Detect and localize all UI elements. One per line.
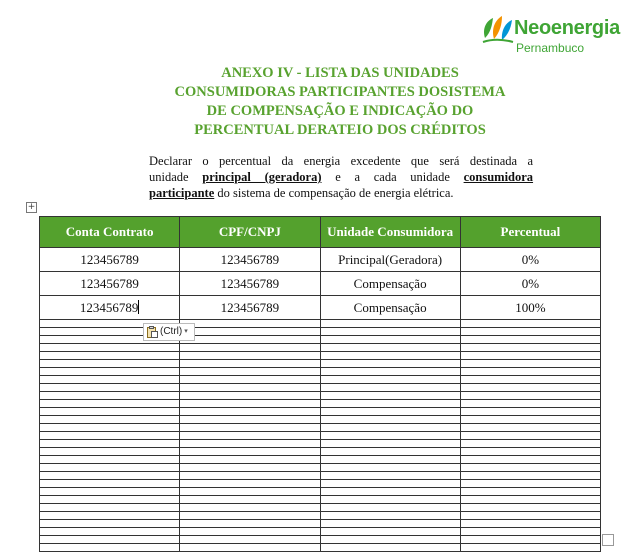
header-unidade-consumidora: Unidade Consumidora bbox=[320, 217, 460, 248]
empty-table-row bbox=[40, 424, 601, 432]
empty-table-row bbox=[40, 416, 601, 424]
table-row bbox=[40, 272, 601, 296]
empty-table-cell[interactable] bbox=[320, 464, 460, 472]
table-cell[interactable]: Compensação bbox=[320, 272, 460, 296]
empty-table-cell[interactable] bbox=[40, 448, 180, 456]
intro-emphasis-principal: principal (geradora) bbox=[202, 170, 322, 184]
empty-table-cell[interactable] bbox=[40, 384, 180, 392]
table-cell[interactable]: 0% bbox=[460, 248, 600, 272]
empty-table-cell[interactable] bbox=[180, 512, 320, 520]
empty-table-cell[interactable] bbox=[40, 416, 180, 424]
empty-table-cell[interactable] bbox=[460, 472, 600, 480]
intro-emphasis-participante: participante bbox=[149, 186, 215, 200]
empty-table-cell[interactable] bbox=[460, 344, 600, 352]
table-cell[interactable]: 100% bbox=[460, 296, 600, 320]
empty-table-row bbox=[40, 352, 601, 360]
empty-table-cell[interactable] bbox=[320, 424, 460, 432]
empty-table-row bbox=[40, 384, 601, 392]
dropdown-arrow-icon: ▾ bbox=[184, 328, 188, 335]
table-cell[interactable]: 123456789 bbox=[180, 296, 320, 320]
empty-table-cell[interactable] bbox=[40, 424, 180, 432]
text-cursor bbox=[138, 300, 139, 314]
empty-table-cell[interactable] bbox=[40, 464, 180, 472]
empty-table-cell[interactable] bbox=[180, 328, 320, 336]
empty-table-cell[interactable] bbox=[40, 496, 180, 504]
empty-table-row bbox=[40, 328, 601, 336]
header-cpf-cnpj: CPF/CNPJ bbox=[180, 217, 320, 248]
empty-table-cell[interactable] bbox=[320, 336, 460, 344]
empty-table-row bbox=[40, 400, 601, 408]
empty-table-cell[interactable] bbox=[460, 528, 600, 536]
empty-table-cell[interactable] bbox=[180, 352, 320, 360]
table-row bbox=[40, 248, 601, 272]
header-conta-contrato: Conta Contrato bbox=[40, 217, 180, 248]
intro-emphasis-consumidora: consumidora bbox=[463, 170, 534, 184]
table-move-handle[interactable]: + bbox=[27, 202, 36, 212]
empty-table-cell[interactable] bbox=[460, 320, 600, 328]
empty-table-row bbox=[40, 344, 601, 352]
empty-table-cell[interactable] bbox=[460, 544, 600, 552]
empty-table-cell[interactable] bbox=[320, 368, 460, 376]
empty-table-row bbox=[40, 528, 601, 536]
empty-table-cell[interactable] bbox=[180, 448, 320, 456]
empty-table-cell[interactable] bbox=[320, 408, 460, 416]
empty-table-cell[interactable] bbox=[180, 344, 320, 352]
intro-text: e a cada unidade bbox=[335, 170, 450, 184]
empty-table-cell[interactable] bbox=[40, 488, 180, 496]
empty-table-cell[interactable] bbox=[180, 496, 320, 504]
empty-table-cell[interactable] bbox=[180, 392, 320, 400]
empty-table-cell[interactable] bbox=[320, 488, 460, 496]
empty-table-cell[interactable] bbox=[460, 376, 600, 384]
table-cell[interactable]: 123456789 bbox=[40, 248, 180, 272]
header-percentual: Percentual bbox=[460, 217, 600, 248]
empty-table-cell[interactable] bbox=[40, 504, 180, 512]
empty-table-cell[interactable] bbox=[320, 360, 460, 368]
empty-table-row bbox=[40, 448, 601, 456]
document-title bbox=[140, 64, 540, 140]
empty-table-cell[interactable] bbox=[460, 440, 600, 448]
empty-table-cell[interactable] bbox=[40, 392, 180, 400]
empty-table-cell[interactable] bbox=[320, 400, 460, 408]
table-cell[interactable]: 123456789 bbox=[180, 248, 320, 272]
empty-table-row bbox=[40, 440, 601, 448]
empty-table-row bbox=[40, 392, 601, 400]
empty-table-cell[interactable] bbox=[320, 392, 460, 400]
empty-table-cell[interactable] bbox=[180, 480, 320, 488]
empty-table-cell[interactable] bbox=[320, 328, 460, 336]
logo-name: Neoenergia bbox=[514, 17, 620, 39]
empty-table-cell[interactable] bbox=[180, 520, 320, 528]
empty-table-cell[interactable] bbox=[460, 448, 600, 456]
empty-table-row bbox=[40, 408, 601, 416]
empty-table-cell[interactable] bbox=[180, 320, 320, 328]
intro-text: do sistema de compensação de energia elétrica. bbox=[217, 186, 454, 200]
empty-table-cell[interactable] bbox=[320, 536, 460, 544]
empty-table-row bbox=[40, 544, 601, 552]
empty-table-cell[interactable] bbox=[460, 424, 600, 432]
empty-table-cell[interactable] bbox=[320, 448, 460, 456]
units-table bbox=[39, 216, 601, 552]
neoenergia-logo bbox=[480, 12, 620, 56]
empty-table-cell[interactable] bbox=[460, 480, 600, 488]
title-line: ANEXO IV - LISTA DAS UNIDADES bbox=[221, 65, 459, 81]
empty-table-cell[interactable] bbox=[320, 472, 460, 480]
empty-table-cell[interactable] bbox=[180, 464, 320, 472]
empty-table-cell[interactable] bbox=[40, 400, 180, 408]
empty-table-cell[interactable] bbox=[460, 496, 600, 504]
empty-table-cell[interactable] bbox=[180, 528, 320, 536]
empty-table-row bbox=[40, 320, 601, 328]
empty-table-cell[interactable] bbox=[180, 360, 320, 368]
empty-table-cell[interactable] bbox=[40, 440, 180, 448]
empty-table-cell[interactable] bbox=[460, 464, 600, 472]
empty-table-cell[interactable] bbox=[320, 376, 460, 384]
leaf-logo-icon bbox=[480, 14, 514, 44]
empty-table-cell[interactable] bbox=[180, 432, 320, 440]
empty-table-cell[interactable] bbox=[40, 512, 180, 520]
empty-table-cell[interactable] bbox=[40, 376, 180, 384]
empty-table-cell[interactable] bbox=[460, 360, 600, 368]
empty-table-cell[interactable] bbox=[320, 344, 460, 352]
empty-table-cell[interactable] bbox=[320, 504, 460, 512]
empty-table-cell[interactable] bbox=[460, 352, 600, 360]
intro-line-2 bbox=[149, 169, 533, 185]
intro-line-3 bbox=[149, 185, 533, 201]
empty-table-cell[interactable] bbox=[180, 488, 320, 496]
empty-table-cell[interactable] bbox=[40, 456, 180, 464]
empty-table-cell[interactable] bbox=[320, 432, 460, 440]
table-cell[interactable]: 123456789 bbox=[180, 272, 320, 296]
empty-table-cell[interactable] bbox=[460, 520, 600, 528]
empty-table-cell[interactable] bbox=[460, 512, 600, 520]
empty-table-cell[interactable] bbox=[40, 520, 180, 528]
empty-table-cell[interactable] bbox=[320, 456, 460, 464]
empty-table-cell[interactable] bbox=[460, 488, 600, 496]
empty-table-row bbox=[40, 360, 601, 368]
empty-table-cell[interactable] bbox=[180, 376, 320, 384]
empty-table-cell[interactable] bbox=[40, 544, 180, 552]
empty-table-cell[interactable] bbox=[180, 544, 320, 552]
empty-table-row bbox=[40, 536, 601, 544]
table-resize-handle[interactable] bbox=[602, 534, 614, 546]
empty-table-row bbox=[40, 376, 601, 384]
table-cell[interactable]: Principal(Geradora) bbox=[320, 248, 460, 272]
empty-table-row bbox=[40, 496, 601, 504]
empty-table-row bbox=[40, 520, 601, 528]
empty-table-cell[interactable] bbox=[460, 408, 600, 416]
empty-table-cell[interactable] bbox=[320, 496, 460, 504]
empty-table-cell[interactable] bbox=[40, 480, 180, 488]
table-row bbox=[40, 296, 601, 320]
paste-options-label: (Ctrl) bbox=[160, 326, 183, 337]
empty-table-row bbox=[40, 432, 601, 440]
empty-table-cell[interactable] bbox=[320, 416, 460, 424]
empty-table-cell[interactable] bbox=[40, 408, 180, 416]
empty-table-cell[interactable] bbox=[180, 336, 320, 344]
empty-table-cell[interactable] bbox=[320, 384, 460, 392]
empty-table-cell[interactable] bbox=[180, 368, 320, 376]
empty-table-cell[interactable] bbox=[180, 424, 320, 432]
empty-table-cell[interactable] bbox=[460, 456, 600, 464]
empty-table-cell[interactable] bbox=[460, 536, 600, 544]
empty-table-cell[interactable] bbox=[180, 400, 320, 408]
empty-table-row bbox=[40, 368, 601, 376]
empty-table-cell[interactable] bbox=[180, 536, 320, 544]
paste-options-button[interactable] bbox=[143, 323, 195, 341]
empty-table-row bbox=[40, 472, 601, 480]
empty-table-cell[interactable] bbox=[460, 400, 600, 408]
empty-table-cell[interactable] bbox=[40, 536, 180, 544]
empty-table-cell[interactable] bbox=[460, 368, 600, 376]
empty-table-cell[interactable] bbox=[40, 432, 180, 440]
table-cell[interactable]: 0% bbox=[460, 272, 600, 296]
cell-text: 123456789 bbox=[79, 299, 139, 315]
table-cell-editing[interactable] bbox=[40, 296, 180, 320]
intro-paragraph bbox=[149, 153, 533, 201]
empty-table-cell[interactable] bbox=[180, 384, 320, 392]
title-line: DE COMPENSAÇÃO E INDICAÇÃO DO bbox=[206, 103, 474, 119]
empty-table-cell[interactable] bbox=[320, 352, 460, 360]
table-header-row bbox=[40, 217, 601, 248]
empty-table-cell[interactable] bbox=[320, 320, 460, 328]
empty-table-cell[interactable] bbox=[40, 344, 180, 352]
empty-table-row bbox=[40, 512, 601, 520]
empty-table-cell[interactable] bbox=[460, 328, 600, 336]
clipboard-icon bbox=[147, 326, 158, 338]
table-cell[interactable]: Compensação bbox=[320, 296, 460, 320]
empty-table-cell[interactable] bbox=[180, 472, 320, 480]
intro-line-1: Declarar o percentual da energia excedente que será destinada a bbox=[149, 154, 533, 168]
empty-table-row bbox=[40, 488, 601, 496]
empty-table-cell[interactable] bbox=[320, 528, 460, 536]
title-line: CONSUMIDORAS PARTICIPANTES DOSISTEMA bbox=[174, 84, 506, 100]
empty-table-cell[interactable] bbox=[40, 360, 180, 368]
empty-table-row bbox=[40, 504, 601, 512]
empty-table-row bbox=[40, 464, 601, 472]
empty-table-cell[interactable] bbox=[180, 408, 320, 416]
empty-table-cell[interactable] bbox=[460, 416, 600, 424]
empty-table-cell[interactable] bbox=[40, 472, 180, 480]
intro-text: unidade bbox=[149, 170, 189, 184]
empty-table-cell[interactable] bbox=[180, 504, 320, 512]
logo-subtitle: Pernambuco bbox=[516, 41, 585, 55]
empty-table-row bbox=[40, 480, 601, 488]
empty-table-cell[interactable] bbox=[180, 440, 320, 448]
table-cell[interactable]: 123456789 bbox=[40, 272, 180, 296]
empty-table-cell[interactable] bbox=[320, 520, 460, 528]
empty-table-cell[interactable] bbox=[460, 432, 600, 440]
title-line: PERCENTUAL DERATEIO DOS CRÉDITOS bbox=[194, 122, 486, 138]
empty-table-cell[interactable] bbox=[320, 512, 460, 520]
empty-table-cell[interactable] bbox=[460, 336, 600, 344]
empty-table-cell[interactable] bbox=[180, 416, 320, 424]
empty-table-cell[interactable] bbox=[320, 440, 460, 448]
empty-table-cell[interactable] bbox=[40, 528, 180, 536]
empty-table-cell[interactable] bbox=[40, 352, 180, 360]
empty-table-cell[interactable] bbox=[320, 480, 460, 488]
empty-table-cell[interactable] bbox=[460, 384, 600, 392]
empty-table-cell[interactable] bbox=[320, 544, 460, 552]
empty-table-cell[interactable] bbox=[460, 392, 600, 400]
empty-table-cell[interactable] bbox=[180, 456, 320, 464]
empty-table-row bbox=[40, 336, 601, 344]
empty-table-cell[interactable] bbox=[40, 368, 180, 376]
empty-table-row bbox=[40, 456, 601, 464]
empty-table-cell[interactable] bbox=[460, 504, 600, 512]
